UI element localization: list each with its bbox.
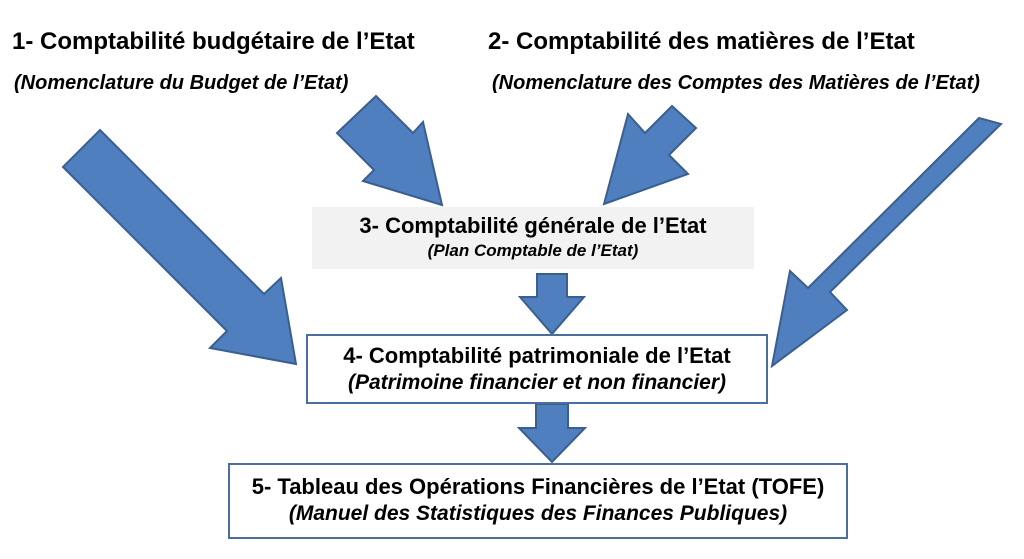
patrimonial-accounting-title: 4- Comptabilité patrimoniale de l’Etat: [343, 343, 731, 368]
materials-accounting-subtitle: (Nomenclature des Comptes des Matières de l’Etat): [492, 72, 980, 94]
patrimonial-accounting-box: [306, 334, 768, 404]
arrow-source1-to-box3: [337, 96, 442, 205]
arrow-source2-to-box4: [772, 118, 1001, 366]
arrow-box3-to-box4: [520, 274, 584, 334]
materials-accounting-title: 2- Comptabilité des matières de l’Etat: [488, 28, 915, 55]
general-accounting-subtitle: (Plan Comptable de l’Etat): [427, 240, 639, 260]
patrimonial-accounting-subtitle: (Patrimoine financier et non financier): [347, 370, 727, 394]
tofe-box: [228, 463, 848, 539]
arrow-box4-to-box5: [519, 404, 585, 462]
arrow-source2-to-box3: [604, 106, 696, 204]
tofe-subtitle: (Manuel des Statistiques des Finances Publiques): [288, 501, 788, 525]
budget-accounting-title: 1- Comptabilité budgétaire de l’Etat: [12, 28, 415, 55]
budget-accounting-subtitle: (Nomenclature du Budget de l’Etat): [14, 72, 349, 94]
tofe-title: 5- Tableau des Opérations Financières de l’Etat (TOFE): [251, 474, 825, 499]
general-accounting-title: 3- Comptabilité générale de l’Etat: [359, 213, 707, 238]
arrow-source1-to-box4: [63, 130, 296, 364]
general-accounting-box: [312, 207, 754, 269]
